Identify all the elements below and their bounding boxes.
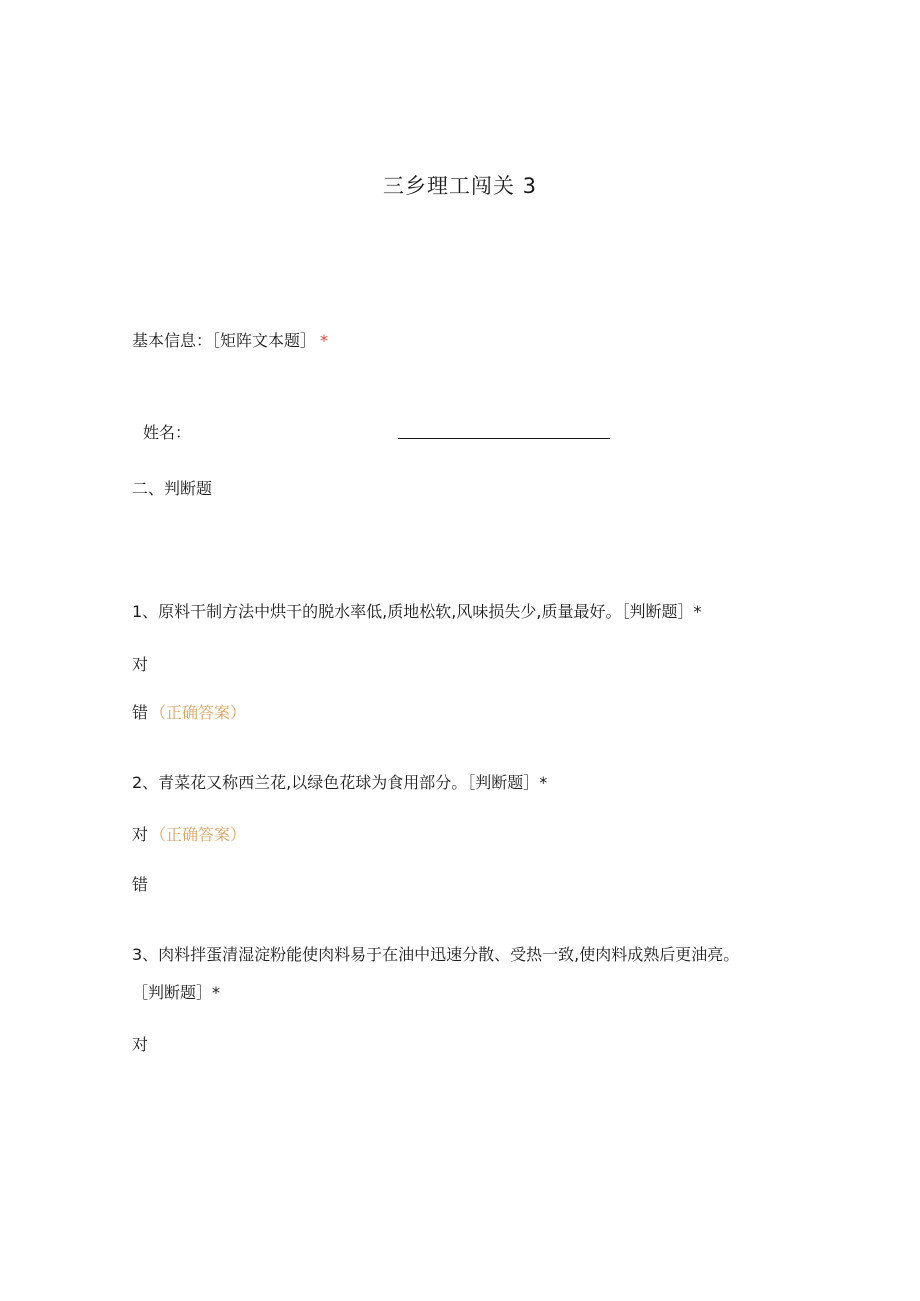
option-label: 错 <box>132 703 149 722</box>
correct-answer-tag: （正确答案） <box>150 703 247 722</box>
name-field-label: 姓名： <box>143 423 192 442</box>
page-title: 三乡理工闯关 3 <box>382 174 538 198</box>
option-label: 对 <box>132 655 149 674</box>
name-input-line[interactable] <box>398 438 610 439</box>
question-1-option-false[interactable] <box>132 700 246 723</box>
question-2-text: 2、青菜花又称西兰花,以绿色花球为食用部分。［判断题］* <box>132 773 548 792</box>
correct-answer-tag: （正确答案） <box>150 825 247 844</box>
option-label: 对 <box>132 1035 149 1054</box>
required-mark: * <box>320 331 329 350</box>
basic-info-label: 基本信息：［矩阵文本题］ <box>132 331 317 350</box>
question-1-option-true[interactable] <box>132 652 150 675</box>
question-1-text: 1、原料干制方法中烘干的脱水率低,质地松软,风味损失少,质量最好。［判断题］* <box>132 602 702 621</box>
question-2-option-true[interactable] <box>132 822 246 845</box>
question-2-option-false[interactable] <box>132 872 150 895</box>
section-heading: 二、判断题 <box>132 479 213 498</box>
option-label: 对 <box>132 825 149 844</box>
question-3-option-true[interactable] <box>132 1032 150 1055</box>
basic-info-question <box>132 328 328 351</box>
question-3-text: 3、肉料拌蛋清湿淀粉能使肉料易于在油中迅速分散、受热一致,使肉料成熟后更油亮。 <box>132 945 740 964</box>
option-label: 错 <box>132 875 149 894</box>
question-3-text-continued: ［判断题］* <box>132 983 221 1002</box>
